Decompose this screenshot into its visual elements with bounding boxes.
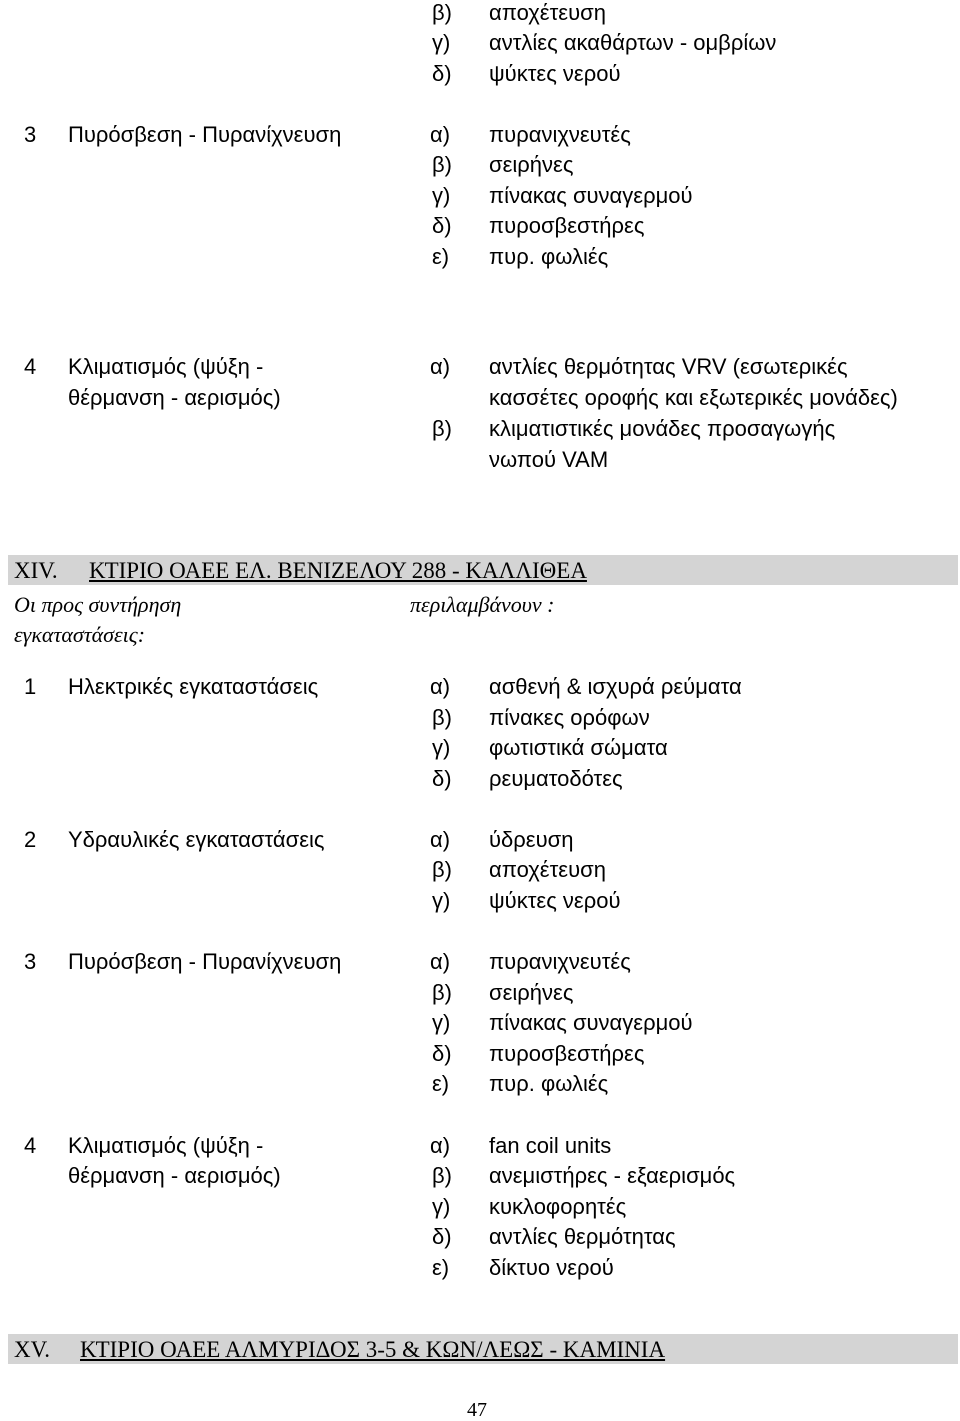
item-value: ρευματοδότες — [489, 766, 623, 791]
item-number: 4 — [24, 354, 37, 379]
item-number: 2 — [24, 827, 37, 852]
item-value: πυρ. φωλιές — [489, 244, 609, 269]
item-value: ψύκτες νερού — [489, 61, 621, 86]
item-label: δ) — [432, 1224, 452, 1249]
item-value: πυρανιχνευτές — [489, 949, 631, 974]
item-value: κλιματιστικές μονάδες προσαγωγής — [489, 416, 836, 441]
item-title: Κλιματισμός (ψύξη - — [68, 354, 264, 379]
item-value: κυκλοφορητές — [489, 1194, 627, 1219]
section-number: XIV. — [14, 558, 58, 583]
item-number: 3 — [24, 949, 37, 974]
page-number: 47 — [467, 1399, 487, 1421]
item-label: γ) — [432, 1010, 451, 1035]
intro-text: εγκαταστάσεις: — [14, 622, 146, 647]
item-label: ε) — [432, 244, 450, 269]
item-value: σειρήνες — [489, 152, 574, 177]
item-value: πυροσβεστήρες — [489, 1041, 645, 1066]
item-label: δ) — [432, 766, 452, 791]
intro-text: περιλαμβάνουν : — [410, 592, 555, 617]
item-value: fan coil units — [489, 1133, 612, 1158]
item-value: νωπού VAM — [489, 447, 609, 472]
item-value: ασθενή & ισχυρά ρεύματα — [489, 674, 742, 699]
item-number: 3 — [24, 122, 37, 147]
item-label: α) — [430, 354, 451, 379]
item-label: α) — [430, 674, 451, 699]
item-title: θέρμανση - αερισμός) — [68, 385, 281, 410]
item-value: πίνακας συναγερμού — [489, 183, 693, 208]
item-label: β) — [432, 857, 452, 882]
item-label: δ) — [432, 1041, 452, 1066]
intro-text: Οι προς συντήρηση — [14, 592, 182, 617]
item-label: γ) — [432, 888, 451, 913]
item-value: κασσέτες οροφής και εξωτερικές μονάδες) — [489, 385, 898, 410]
section-15-header — [8, 1334, 958, 1364]
item-label: α) — [430, 949, 451, 974]
item-label: β) — [432, 705, 452, 730]
item-value: πυρανιχνευτές — [489, 122, 631, 147]
section-title: ΚΤΙΡΙΟ ΟΑΕΕ ΑΛΜΥΡΙΔΟΣ 3-5 & ΚΩΝ/ΛΕΩΣ - ΚΑΜΙΝΙΑ — [80, 1337, 666, 1362]
item-value: αποχέτευση — [489, 857, 606, 882]
item-value: πίνακας συναγερμού — [489, 1010, 693, 1035]
item-number: 1 — [24, 674, 37, 699]
section-14-header — [8, 555, 958, 585]
item-title: Ηλεκτρικές εγκαταστάσεις — [68, 674, 319, 699]
item-label: β) — [432, 416, 452, 441]
item-title: Πυρόσβεση - Πυρανίχνευση — [68, 949, 342, 974]
item-label: β) — [432, 1163, 452, 1188]
section-number: XV. — [14, 1337, 51, 1362]
item-value: ανεμιστήρες - εξαερισμός — [489, 1163, 736, 1188]
item-label: α) — [430, 827, 451, 852]
item-value: φωτιστικά σώματα — [489, 735, 668, 760]
item-label: β) — [432, 0, 452, 25]
item-value: δίκτυο νερού — [489, 1255, 614, 1280]
item-title: Πυρόσβεση - Πυρανίχνευση — [68, 122, 342, 147]
item-value: αντλίες ακαθάρτων - ομβρίων — [489, 30, 777, 55]
item-label: δ) — [432, 213, 452, 238]
item-label: γ) — [432, 735, 451, 760]
item-label: γ) — [432, 30, 451, 55]
item-label: β) — [432, 980, 452, 1005]
item-title: θέρμανση - αερισμός) — [68, 1163, 281, 1188]
item-value: σειρήνες — [489, 980, 574, 1005]
item-value: πίνακες ορόφων — [489, 705, 650, 730]
item-value: αντλίες θερμότητας VRV (εσωτερικές — [489, 354, 848, 379]
item-value: πυροσβεστήρες — [489, 213, 645, 238]
item-label: α) — [430, 1133, 451, 1158]
item-label: γ) — [432, 1194, 451, 1219]
item-label: ε) — [432, 1255, 450, 1280]
item-value: ψύκτες νερού — [489, 888, 621, 913]
item-value: αποχέτευση — [489, 0, 606, 25]
item-label: α) — [430, 122, 451, 147]
item-title: Υδραυλικές εγκαταστάσεις — [68, 827, 325, 852]
item-label: β) — [432, 152, 452, 177]
item-value: ύδρευση — [489, 827, 574, 852]
item-number: 4 — [24, 1133, 37, 1158]
section-title: ΚΤΙΡΙΟ ΟΑΕΕ ΕΛ. ΒΕΝΙΖΕΛΟΥ 288 - ΚΑΛΛΙΘΕΑ — [89, 558, 587, 583]
item-title: Κλιματισμός (ψύξη - — [68, 1133, 264, 1158]
item-value: πυρ. φωλιές — [489, 1071, 609, 1096]
item-label: ε) — [432, 1071, 450, 1096]
item-value: αντλίες θερμότητας — [489, 1224, 676, 1249]
item-label: γ) — [432, 183, 451, 208]
item-label: δ) — [432, 61, 452, 86]
